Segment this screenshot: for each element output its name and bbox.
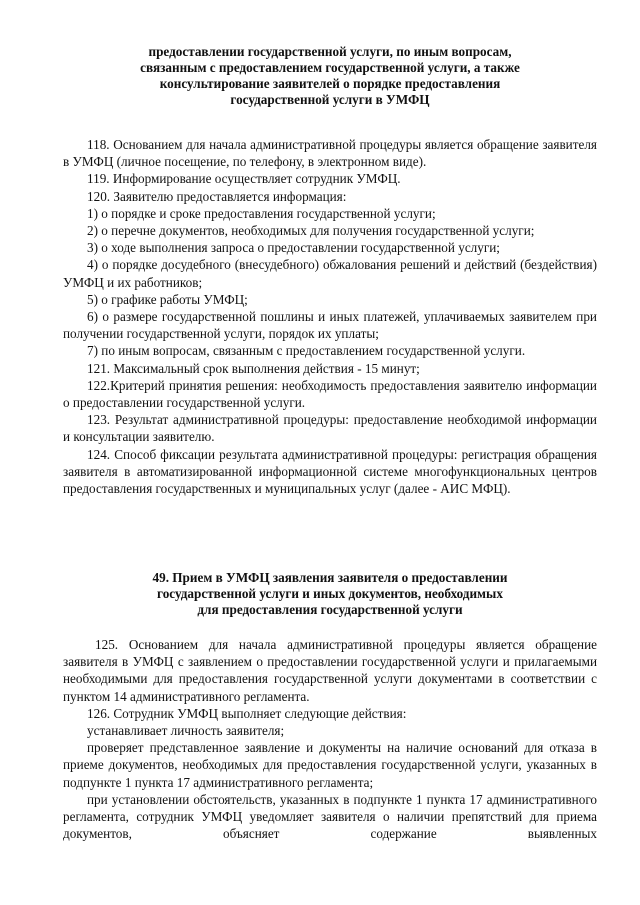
paragraph-124: 124. Способ фиксации результата административной процедуры: регистрация обращения заявителя в автоматизированной информационной системе многофункциональных центров предоставления государственных и муниципальных услуг (далее - АИС МФЦ). xyxy=(63,446,597,497)
action-item: проверяет представленное заявление и документы на наличие оснований для отказа в приеме документов, необходимых для предоставления государственной услуги, указанных в подпункте 1 пункта 17 административного регламента; xyxy=(63,740,597,790)
heading-line: государственной услуги и иных документов, необходимых xyxy=(157,586,503,601)
section-body-49 xyxy=(63,636,597,842)
list-item-6: 6) о размере государственной пошлины и иных платежей, уплачиваемых заявителем при получении государственной услуги, порядок их уплаты; xyxy=(63,309,597,342)
paragraph-126: 126. Сотрудник УМФЦ выполняет следующие действия: xyxy=(87,705,407,721)
heading-line: для предоставления государственной услуги xyxy=(197,602,463,617)
section-body-informing xyxy=(63,136,597,497)
action-item: при установлении обстоятельств, указанных в подпункте 1 пункта 17 административного регламента, сотрудник УМФЦ уведомляет заявителя о наличии препятствий для приема документов, объясняет содержание выявленных xyxy=(63,791,597,842)
list-item-3: 3) о ходе выполнения запроса о предоставлении государственной услуги; xyxy=(87,240,500,256)
paragraph-121: 121. Максимальный срок выполнения действия - 15 минут; xyxy=(87,360,420,376)
list-item-7: 7) по иным вопросам, связанным с предоставлением государственной услуги. xyxy=(87,343,526,359)
list-item-4: 4) о порядке досудебного (внесудебного) обжалования решений и действий (бездействия) УМФЦ и их работников; xyxy=(63,257,597,290)
heading-line: консультирование заявителей о порядке предоставления xyxy=(159,76,501,91)
heading-line: государственной услуги в УМФЦ xyxy=(230,92,430,107)
section-heading-informing xyxy=(60,44,600,108)
list-item-1: 1) о порядке и сроке предоставления государственной услуги; xyxy=(87,205,436,221)
list-item-2: 2) о перечне документов, необходимых для получения государственной услуги; xyxy=(87,223,535,239)
paragraph-125: 125. Основанием для начала административной процедуры является обращение заявителя в УМФЦ с заявлением о предоставлении государственной услуги и прилагаемыми необходимыми для предоставления государственной услуги документами в соответствии с пунктом 14 административного регламента. xyxy=(63,637,597,704)
section-heading-49 xyxy=(60,570,600,618)
paragraph-120: 120. Заявителю предоставляется информация: xyxy=(87,188,347,204)
paragraph-119: 119. Информирование осуществляет сотрудник УМФЦ. xyxy=(87,171,401,187)
paragraph-122: 122.Критерий принятия решения: необходимость предоставления заявителю информации о предоставлении государственной услуги. xyxy=(63,377,597,411)
list-item-5: 5) о графике работы УМФЦ; xyxy=(87,291,248,307)
paragraph-118: 118. Основанием для начала административной процедуры является обращение заявителя в УМФЦ (личное посещение, по телефону, в электронном виде). xyxy=(63,137,597,170)
paragraph-123: 123. Результат административной процедуры: предоставление необходимой информации и консультации заявителю. xyxy=(63,412,597,445)
heading-line: 49. Прием в УМФЦ заявления заявителя о предоставлении xyxy=(152,570,508,585)
action-item: устанавливает личность заявителя; xyxy=(87,723,285,739)
heading-line: предоставлении государственной услуги, по иным вопросам, xyxy=(148,44,512,59)
heading-line: связанным с предоставлением государственной услуги, а также xyxy=(140,60,520,75)
